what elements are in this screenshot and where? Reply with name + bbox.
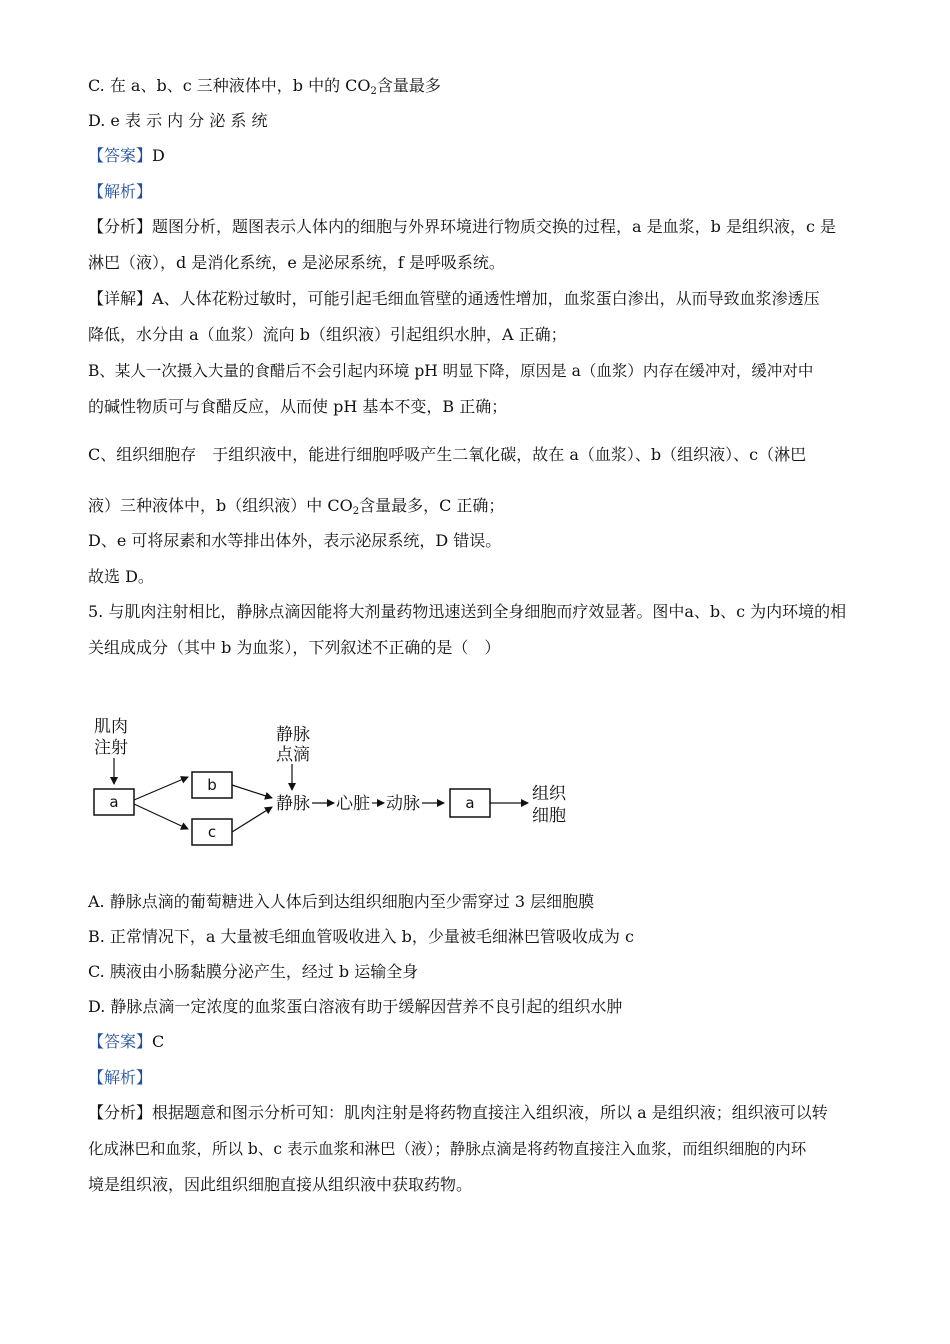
- q5-stem-line1: 5. 与肌肉注射相比，静脉点滴因能将大剂量药物迅速送到全身细胞而疗效显著。图中a、b、c 为内环境的相: [88, 602, 847, 621]
- q4-detail-a-line2: 降低，水分由 a（血浆）流向 b（组织液）引起组织水肿，A 正确；: [88, 325, 567, 344]
- answer-tag: 【答案】: [88, 1032, 153, 1051]
- q4-detail-c-line1: C、组织细胞存 于组织液中，能进行细胞呼吸产生二氧化碳，故在 a（血浆）、b（组织液）、c（淋巴: [88, 445, 807, 464]
- q4-option-c: C. 在 a、b、c 三种液体中，b 中的 $CO_2$含量最多: [88, 76, 441, 97]
- tissue-cell-label-2: 细胞: [532, 806, 566, 826]
- vein-label: 静脉: [276, 794, 310, 814]
- q5-option-d: D. 静脉点滴一定浓度的血浆蛋白溶液有助于缓解因营养不良引起的组织水肿: [88, 997, 623, 1016]
- q4-detail-c-line2: 液）三种液体中，b（组织液）中 $CO_2$含量最多，C 正确；: [88, 496, 505, 517]
- q4-answer: 【答案】D: [88, 146, 165, 165]
- box-a-left-label: a: [109, 793, 119, 811]
- tissue-cell-label-1: 组织: [532, 784, 566, 804]
- box-c-label: c: [207, 823, 217, 841]
- q5-stem-line2: 关组成成分（其中 b 为血浆），下列叙述不正确的是（ ）: [88, 638, 501, 657]
- q4-conclusion: 故选 D。: [88, 567, 154, 586]
- iv-drip-label-1: 静脉: [276, 725, 310, 745]
- q4-detail-d: D、e 可将尿素和水等排出体外，表示泌尿系统，D 错误。: [88, 531, 502, 550]
- muscle-injection-label-1: 肌肉: [94, 717, 128, 737]
- q5-answer: 【答案】C: [88, 1032, 165, 1051]
- q4-detail-b-line1: B、某人一次摄入大量的食醋后不会引起内环境 pH 明显下降，原因是 a（血浆）内存在缓冲对，缓冲对中: [88, 362, 814, 380]
- q5-fenxi-line1: 【分析】根据题意和图示分析可知：肌肉注射是将药物直接注入组织液，所以 a 是组织液；组织液可以转: [88, 1103, 828, 1122]
- artery-label: 动脉: [386, 794, 420, 814]
- q5-fenxi-line2: 化成淋巴和血浆，所以 b、c 表示血浆和淋巴（液）；静脉点滴是将药物直接注入血浆，而组织细胞的内环: [88, 1140, 807, 1158]
- q4-fenxi-line1: 【分析】题图分析，题图表示人体内的细胞与外界环境进行物质交换的过程，a 是血浆，b 是组织液，c 是: [88, 217, 837, 236]
- q4-detail-b-line2: 的碱性物质可与食醋反应，从而使 pH 基本不变，B 正确；: [88, 397, 508, 416]
- heart-label: 心脏: [336, 794, 370, 814]
- q5-fenxi-line3: 境是组织液，因此组织细胞直接从组织液中获取药物。: [88, 1175, 473, 1194]
- q5-option-c: C. 胰液由小肠黏膜分泌产生，经过 b 运输全身: [88, 962, 419, 981]
- box-a-right-label: a: [465, 794, 475, 812]
- q4-option-d: D. e 表 示 内 分 泌 系 统: [88, 111, 268, 130]
- q5-option-b: B. 正常情况下，a 大量被毛细血管吸收进入 b，少量被毛细淋巴管吸收成为 c: [88, 927, 634, 946]
- box-b-label: b: [207, 776, 217, 794]
- q4-analysis-tag: 【解析】: [88, 182, 153, 201]
- q5-analysis-tag: 【解析】: [88, 1068, 153, 1087]
- iv-drip-label-2: 点滴: [276, 745, 310, 765]
- q4-fenxi-line2: 淋巴（液），d 是消化系统，e 是泌尿系统，f 是呼吸系统。: [88, 253, 505, 272]
- q4-detail-a-line1: 【详解】A、人体花粉过敏时，可能引起毛细血管壁的通透性增加，血浆蛋白渗出，从而导致血浆渗透压: [88, 289, 820, 308]
- answer-tag: 【答案】: [88, 146, 153, 165]
- muscle-injection-label-2: 注射: [94, 738, 128, 758]
- q5-diagram: [88, 712, 608, 862]
- q5-option-a: A. 静脉点滴的葡萄糖进入人体后到达组织细胞内至少需穿过 3 层细胞膜: [88, 892, 595, 911]
